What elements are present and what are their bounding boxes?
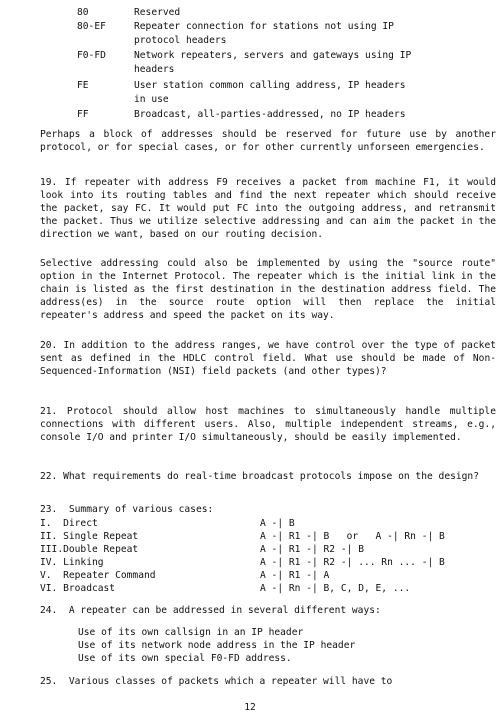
address-desc: Network repeaters, servers and gateways using IP [134, 50, 412, 61]
paragraph-25: 25. Various classes of packets which a repeater will have to [40, 676, 393, 687]
case-label: IV. Linking [40, 557, 104, 568]
paragraph-selective-addressing: Selective addressing could also be implemented by using the "source route" option in the Internet Protocol. The repeater which is the initial link in the chain is listed as the first destination in the destination address field. The address(es) in the source route option will then replace the initial repeater's address and speed the packet on its way. [40, 258, 496, 321]
address-desc: User station common calling address, IP headers [134, 80, 406, 91]
case-label: I. Direct [40, 518, 98, 529]
summary-heading: 23. Summary of various cases: [40, 504, 214, 515]
address-desc: Broadcast, all-parties-addressed, no IP headers [134, 109, 406, 120]
addressing-item: Use of its network node address in the IP header [78, 640, 356, 651]
address-code: FF [77, 109, 89, 120]
address-desc: in use [134, 94, 169, 105]
paragraph-22: 22. What requirements do real-time broadcast protocols impose on the design? [40, 471, 479, 482]
case-label: III.Double Repeat [40, 544, 139, 555]
address-code: 80-EF [77, 21, 106, 32]
paragraph-reserved-block: Perhaps a block of addresses should be reserved for future use by another protocol, or for special cases, or for other currently unforseen emergencies. [40, 129, 496, 153]
addressing-item: Use of its own special F0-FD address. [78, 653, 292, 664]
case-path: A -| R1 -| R2 -| ... Rn ... -| B [260, 557, 445, 568]
paragraph-20: 20. In addition to the address ranges, we have control over the type of packet sent as defined in the HDLC control field. What use should be made of Non-Sequenced-Information (NSI) field packets (and other types)? [40, 340, 496, 377]
paragraph-19: 19. If repeater with address F9 receives a packet from machine F1, it would look into its routing tables and find the next repeater which should receive the packet, say FC. It would put FC into the outgoing address, and retransmit the packet. Thus we utilize selective addressing and can aim the packet in the direction we want, based on our routing decision. [40, 177, 496, 240]
address-desc: protocol headers [134, 35, 227, 46]
address-desc: headers [134, 64, 175, 75]
paragraph-24-heading: 24. A repeater can be addressed in several different ways: [40, 605, 381, 616]
page-number: 12 [244, 702, 256, 713]
paragraph-21: 21. Protocol should allow host machines to simultaneously handle multiple connections with different users. Also, multiple independent streams, e.g., console I/O and printer I/O simultaneously, should be easily implemented. [40, 406, 496, 443]
case-label: V. Repeater Command [40, 570, 156, 581]
address-code: F0-FD [77, 50, 106, 61]
case-path: A -| R1 -| B or A -| Rn -| B [260, 531, 445, 542]
case-path: A -| B [260, 518, 295, 529]
case-path: A -| R1 -| R2 -| B [260, 544, 364, 555]
address-code: FE [77, 80, 89, 91]
case-path: A -| Rn -| B, C, D, E, ... [260, 583, 411, 594]
address-desc: Reserved [134, 7, 181, 18]
case-path: A -| R1 -| A [260, 570, 330, 581]
case-label: II. Single Repeat [40, 531, 139, 542]
address-code: 80 [77, 7, 89, 18]
address-desc: Repeater connection for stations not using IP [134, 21, 394, 32]
addressing-item: Use of its own callsign in an IP header [78, 627, 304, 638]
case-label: VI. Broadcast [40, 583, 116, 594]
